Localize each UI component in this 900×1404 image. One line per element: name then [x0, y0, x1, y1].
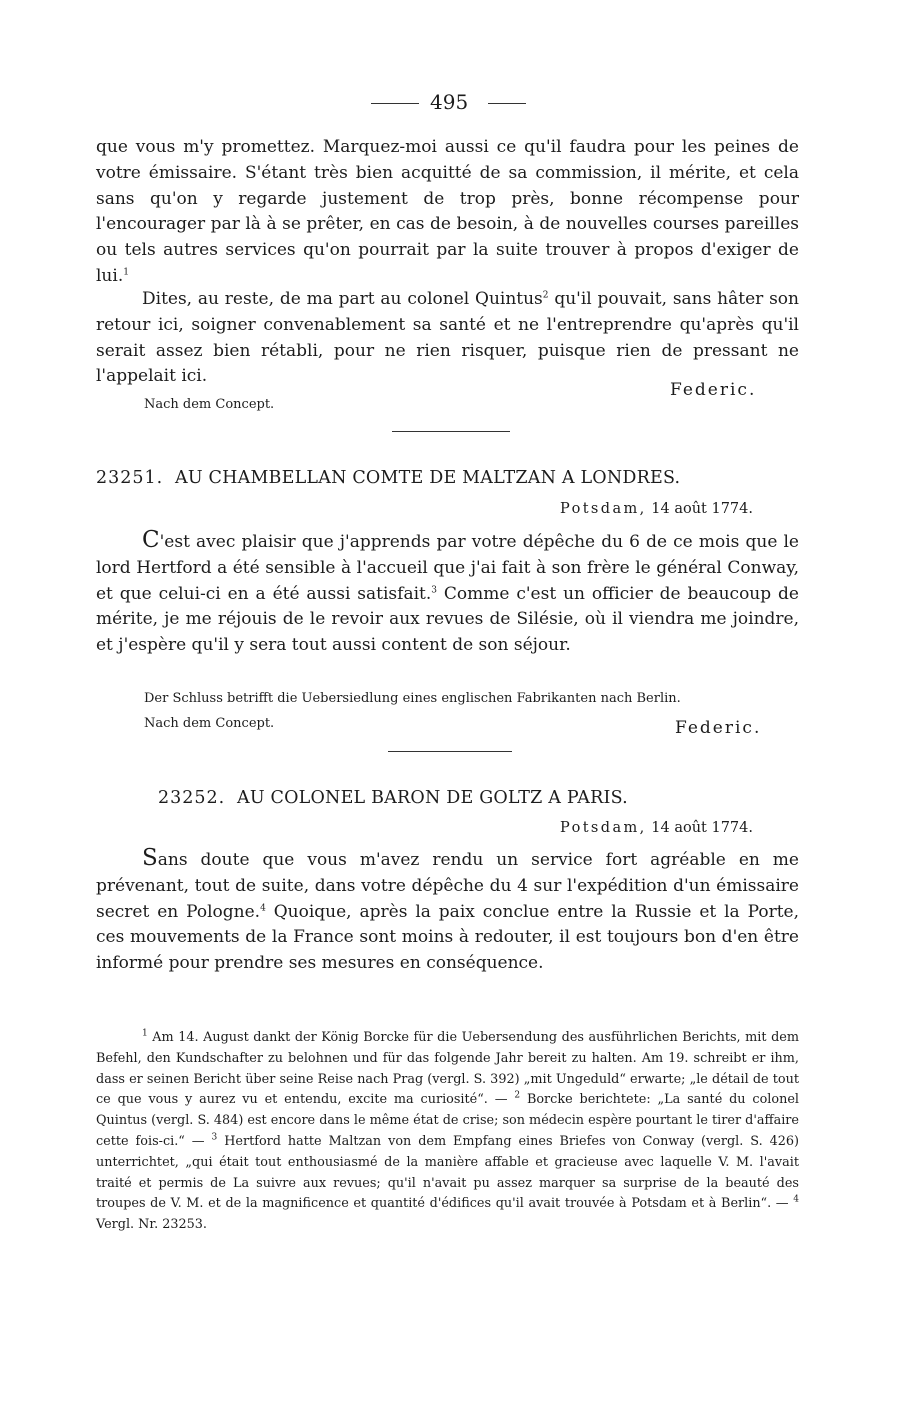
- editorial-remark: Der Schluss betrifft die Uebersiedlung eines englischen Fabrikanten nach Berlin.: [144, 691, 681, 706]
- footnote-number: 4: [793, 1195, 799, 1206]
- source-note: Nach dem Concept.: [144, 397, 275, 412]
- footnotes: [96, 1028, 799, 1236]
- letter-body-paragraph: Sans doute que vous m'avez rendu un service fort agréable en me prévenant, tout de suite, dans votre dépêche du 4 sur l'expédition d'un émissaire secret en Pologne.$^4$ Quoique, après la paix conclue entre la Russie et la Porte, ces mouvements de la France sont moins à redouter, il est toujours bon d'en être informé pour prendre ses mesures en conséquence.: [96, 845, 799, 974]
- footnote-ref: 2: [542, 290, 549, 301]
- letter-place-date: Potsdam, 14 août 1774.: [560, 501, 753, 517]
- letter-continuation-paragraph-2: Dites, au reste, de ma part au colonel Quintus$^2$ qu'il pouvait, sans hâter son retour ici, soigner convenablement sa santé et ne l'entreprendre qu'après qu'il serait assez bien rétabli, pour ne rien risquer, puisque rien de pressant ne l'appelait ici.: [96, 289, 799, 387]
- footnote-2: Borcke berichtete: „La santé du colonel Quintus (vergl. S. 484) est encore dans le même état de crise; son médecin espère pourtant le tirer d'affaire cette fois-ci.“ —: [96, 1092, 799, 1149]
- section-divider: [388, 751, 512, 752]
- letter-number: 23252.: [158, 788, 226, 808]
- footnote-ref: 3: [431, 584, 437, 595]
- page-number-rule-left: [371, 103, 419, 104]
- page-number: 495: [430, 90, 469, 114]
- letter-heading: [158, 788, 628, 808]
- footnote-ref: 1: [123, 267, 129, 278]
- letter-place-date: Potsdam, 14 août 1774.: [560, 820, 753, 836]
- letter-title: AU COLONEL BARON DE GOLTZ A PARIS.: [237, 788, 628, 808]
- page-number-rule-right: [488, 103, 526, 104]
- footnote-ref: 4: [260, 902, 266, 913]
- footnote-number: 2: [514, 1091, 521, 1102]
- source-note: Nach dem Concept.: [144, 716, 275, 731]
- footnote-number: 3: [211, 1132, 218, 1143]
- footnote-1: Am 14. August dankt der König Borcke für die Uebersendung des ausführlichen Berichts, mit dem Befehl, den Kundschafter zu belohnen und für das folgende Jahr bereit zu halten. Am 19. schreibt er ihm, dass er seinen Bericht über seine Reise nach Prag (vergl. S. 392) „mit Ungeduld“ erwarte; „le détail de tout ce que vous y aurez vu et entendu, excite ma curiosité“. —: [96, 1030, 799, 1108]
- lead-letter: S: [142, 845, 158, 871]
- footnote-number: 1: [142, 1028, 148, 1039]
- signature: Federic.: [670, 380, 757, 400]
- letter-heading: [96, 468, 680, 488]
- signature: Federic.: [675, 718, 762, 738]
- letter-continuation-paragraph: que vous m'y promettez. Marquez-moi aussi ce qu'il faudra pour les peines de votre émissaire. S'étant très bien acquitté de sa commission, il mérite, et cela sans qu'on y regarde justement de trop près, bonne récompense pour l'encourager par là à se prêter, en cas de besoin, à de nouvelles courses pareilles ou tels autres services qu'on pourrait par la suite trouver à propos d'exiger de lui.$^1$: [96, 137, 799, 286]
- letter-body-paragraph: C'est avec plaisir que j'apprends par votre dépêche du 6 de ce mois que le lord Hertford a été sensible à l'accueil que j'ai fait à son frère le général Conway, et que celui-ci en a été aussi satisfait.$^3$ Comme c'est un officier de beaucoup de mérite, je me réjouis de le revoir aux revues de Silésie, où il viendra me joindre, et j'espère qu'il y sera tout aussi content de son séjour.: [96, 527, 799, 656]
- letter-title: AU CHAMBELLAN COMTE DE MALTZAN A LONDRES.: [175, 468, 681, 488]
- letter-number: 23251.: [96, 468, 164, 488]
- lead-letter: C: [142, 527, 160, 553]
- footnote-4: Vergl. Nr. 23253.: [96, 1217, 207, 1233]
- section-divider: [392, 431, 510, 432]
- footnote-3: Hertford hatte Maltzan von dem Empfang eines Briefes von Conway (vergl. S. 426) unterrichtet, „qui était tout enthousiasmé de la manière affable et gracieuse avec laquelle V. M. l'avait traité et permis de La suivre aux revues; qu'il n'avait pu assez marquer sa surprise de la beauté des troupes de V. M. et de la magnificence et quantité d'édifices qu'il avait trouvée à Potsdam et à Berlin“. —: [96, 1133, 800, 1212]
